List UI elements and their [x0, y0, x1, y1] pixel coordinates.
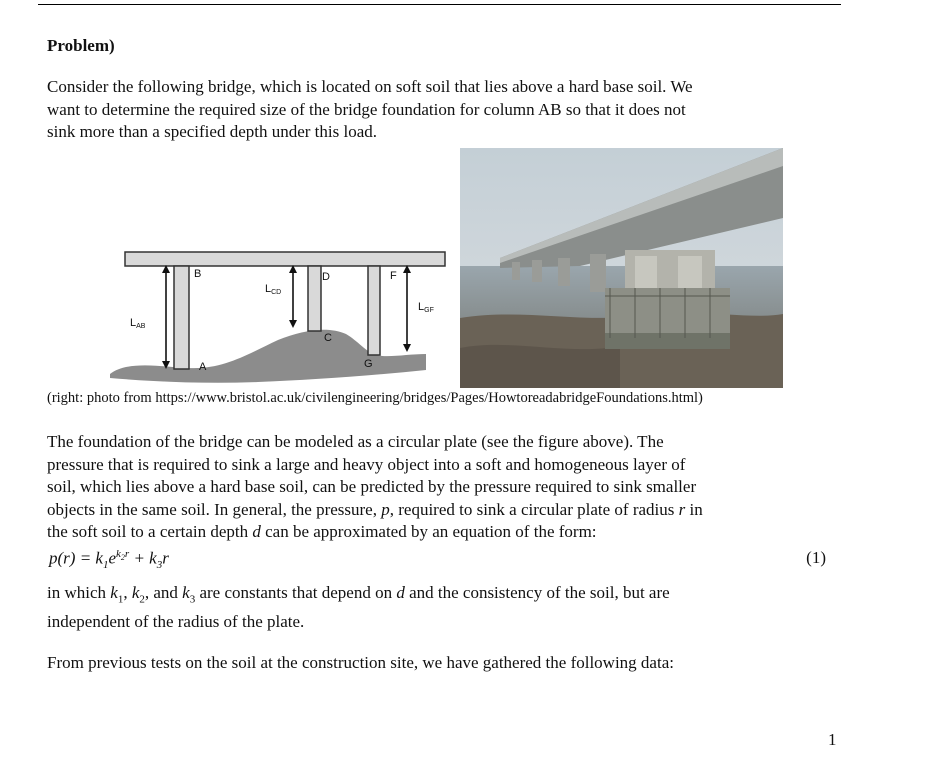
- point-a-label: A: [199, 361, 207, 373]
- page-number: 1: [828, 730, 837, 749]
- bridge-deck: [125, 252, 445, 266]
- length-cd-label: LCD: [265, 283, 282, 296]
- para2-line-1: The foundation of the bridge can be modeled as a circular plate (see the figure above). The: [47, 432, 664, 451]
- intro-line-3: sink more than a specified depth under this load.: [47, 122, 377, 141]
- column-cd: [308, 266, 321, 331]
- para2-line-4: objects in the same soil. In general, the pressure, p, required to sink a circular plate of radius r in: [47, 499, 703, 519]
- para2-line-2: pressure that is required to sink a large and heavy object into a soft and homogeneous layer of: [47, 454, 686, 474]
- intro-paragraph: [47, 76, 840, 144]
- para2-line-3: soil, which lies above a hard base soil, can be predicted by the pressure required to sink smaller: [47, 477, 697, 496]
- problem-heading: Problem): [47, 36, 115, 55]
- top-rule: [38, 4, 841, 5]
- data-intro-paragraph: From previous tests on the soil at the construction site, we have gathered the following data:: [47, 653, 674, 672]
- photo-mud-foreground: [460, 345, 620, 388]
- bridge-diagram: [108, 242, 460, 388]
- column-gf: [368, 266, 380, 355]
- point-c-label: C: [324, 332, 332, 344]
- column-ab: [174, 266, 189, 369]
- foundation-paragraph: [47, 431, 840, 544]
- equation-row: [47, 548, 840, 574]
- intro-line-1: Consider the following bridge, which is located on soft soil that lies above a hard base soil. We: [47, 77, 693, 96]
- para2-line-5: the soft soil to a certain depth d can be approximated by an equation of the form:: [47, 522, 597, 541]
- point-f-label: F: [390, 270, 397, 282]
- point-g-label: G: [364, 358, 373, 370]
- equation-formula: $p(r) = k_1e^{k_2r} + k_3r$: [49, 548, 169, 572]
- equation-number: (1): [806, 548, 826, 567]
- length-gf-label: LGF: [418, 301, 434, 314]
- para3-line-2: independent of the radius of the plate.: [47, 611, 305, 631]
- para3-line-1: in which $k_1$, $k_2$, and $k_3$ are constants that depend on d and the consistency of the soil, but are: [47, 583, 670, 606]
- photo-caption: (right: photo from https://www.bristol.ac.uk/civilengineering/bridges/Pages/HowtoreadabridgeFoundations.html): [47, 390, 703, 406]
- photo-pier-footing: [605, 333, 730, 349]
- constants-paragraph: [47, 582, 840, 633]
- length-ab-label: LAB: [130, 317, 146, 330]
- bridge-photo: [460, 148, 783, 388]
- point-d-label: D: [322, 271, 330, 283]
- point-b-label: B: [194, 268, 202, 280]
- intro-line-2: want to determine the required size of the bridge foundation for column AB so that it does not: [47, 99, 686, 119]
